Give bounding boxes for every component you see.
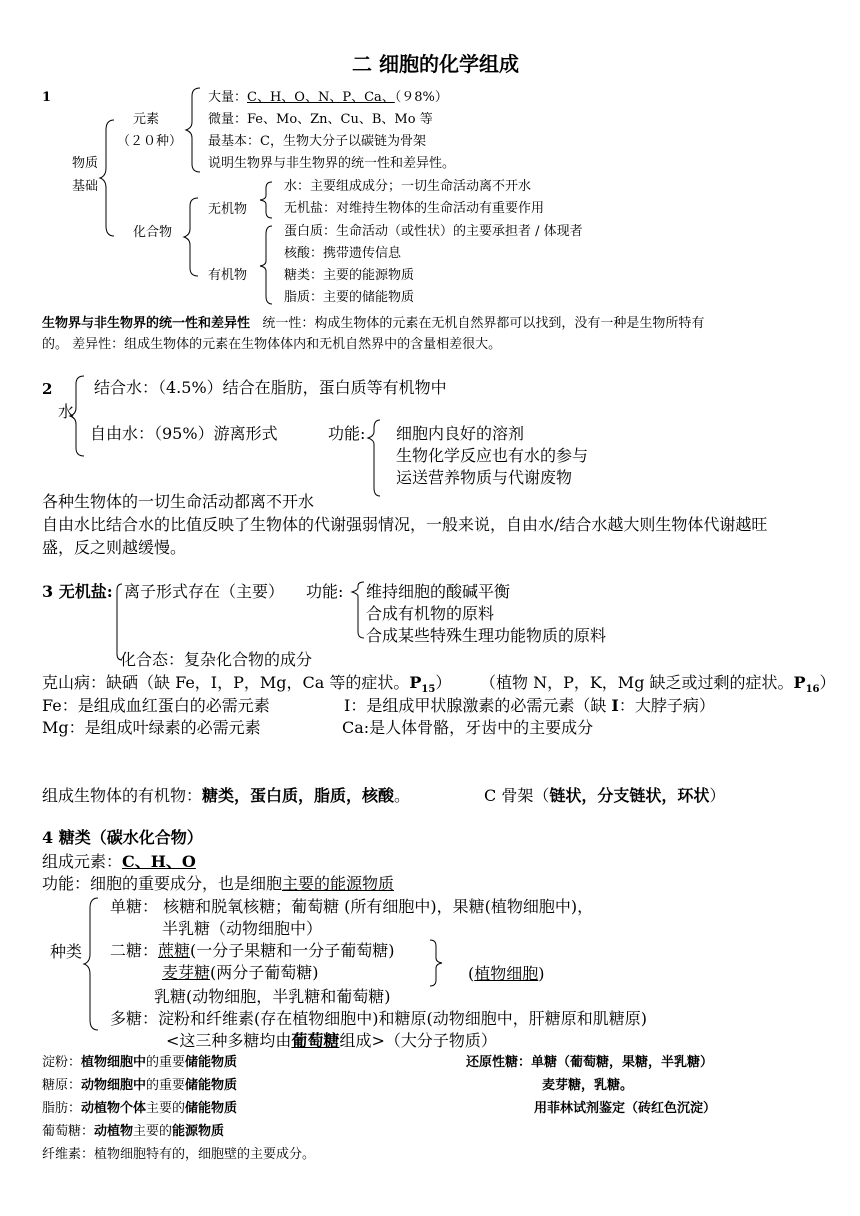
- fe-row: Fe：是组成血红蛋白的必需元素: [42, 696, 270, 715]
- zhifang-mid: 主要的: [146, 1101, 186, 1116]
- dianfen-role: 储能物质: [185, 1055, 238, 1070]
- maiyatang-desc: (两分子葡萄糖): [210, 963, 319, 982]
- tangyuan-role: 储能物质: [185, 1078, 238, 1093]
- shui-note-2: 自由水比结合水的比值反映了生物体的代谢强弱情况，一般来说，自由水/结合水越大则生物体代谢越旺: [42, 515, 768, 534]
- ertang-row-1: [110, 941, 395, 961]
- zhiwu-text: （植物 N，P，K，Mg 缺乏或过剩的症状。: [480, 673, 794, 692]
- danbaizhi-row: 蛋白质：生命活动（或性状）的主要承担者 / 体现者: [284, 224, 583, 239]
- duotang-note-c: 组成>（大分子物质）: [339, 1031, 497, 1050]
- section-1-number: 1: [42, 90, 52, 105]
- tangyuan-mid: 的重要: [146, 1078, 186, 1093]
- maiyatang-name: 麦芽糖: [162, 963, 211, 982]
- duotang-note-a: <这三种多糖均由: [166, 1031, 292, 1050]
- tang-function-emph: 主要的能源物质: [282, 874, 395, 893]
- unity-heading: 生物界与非生物界的统一性和差异性: [42, 316, 251, 331]
- i-disease: ：大脖子病）: [618, 696, 715, 715]
- unity-row: [42, 316, 704, 332]
- tangyuan-where: 动物细胞中: [81, 1078, 147, 1093]
- page-ref-p15: P: [409, 673, 422, 692]
- zhizhi-row: 脂质：主要的储能物质: [284, 290, 415, 305]
- duotang-row: 多糖：淀粉和纤维素(存在植物细胞中)和糖原(动物细胞中，肝糖原和肌糖原): [110, 1009, 647, 1028]
- daliang-percent: （９8%）: [394, 90, 448, 105]
- daliang-row: [208, 90, 448, 106]
- page-ref-p15-sub: 15: [421, 684, 436, 696]
- yuansu-label: 元素: [133, 112, 160, 127]
- zhonglei-label: 种类: [50, 942, 83, 961]
- putaotang-label: 葡萄糖：: [42, 1124, 95, 1139]
- page-ref-p16-sub: 16: [805, 684, 820, 696]
- organic-row: [42, 786, 410, 806]
- zuijiben-row: 最基本：C，生物大分子以碳链为骨架: [208, 134, 426, 149]
- section-2-number: 2: [42, 380, 53, 398]
- keshan-text: 克山病：缺硒（缺 Fe，I，P，Mg，Ca 等的症状。: [42, 673, 410, 692]
- shui-function-3: 运送营养物质与代谢废物: [396, 468, 573, 487]
- putaotang-mid: 主要的: [133, 1124, 173, 1139]
- organic-prefix: 组成生物体的有机物：: [42, 786, 203, 805]
- shui-function-2: 生物化学反应也有水的参与: [396, 446, 589, 465]
- i-row: [344, 696, 715, 716]
- tang-function-text: 功能：细胞的重要成分，也是细胞: [42, 874, 283, 893]
- wujiwu-label: 无机物: [208, 202, 248, 217]
- c-skeleton-prefix: C 骨架（: [484, 786, 550, 805]
- section-3-label: 3 无机盐:: [42, 582, 113, 601]
- ca-row: Ca:是人体骨骼，牙齿中的主要成分: [342, 718, 594, 737]
- tang-function-row: [42, 874, 394, 894]
- section-4-heading: 4 糖类（碳水化合物）: [42, 828, 203, 847]
- youjiwu-label: 有机物: [208, 268, 248, 283]
- dianfen-row: [42, 1055, 237, 1071]
- huahewu-label: 化合物: [133, 225, 173, 240]
- wuzhi-label: 物质: [72, 156, 99, 171]
- shui-note-3: 盛，反之则越缓慢。: [42, 538, 187, 557]
- dianfen-mid: 的重要: [146, 1055, 186, 1070]
- wujiyan-row: 无机盐：对维持生物体的生命活动有重要作用: [284, 201, 545, 216]
- ertang-right-brace: [428, 938, 448, 988]
- weiliang-row: 微量：Fe、Mo、Zn、Cu、B、Mo 等: [208, 112, 433, 127]
- wujiyan-gongneng-brace: [352, 580, 366, 640]
- page-ref-p16: P: [793, 673, 806, 692]
- zhetang-desc: (一分子果糖和一分子葡萄糖): [190, 941, 395, 960]
- ertang-location: (植物细胞): [468, 964, 545, 983]
- zhifang-label: 脂肪：: [42, 1101, 82, 1116]
- daliang-elements: C、H、O、N、P、Ca、: [247, 90, 395, 105]
- zhifang-where: 动植物个体: [81, 1101, 147, 1116]
- unity-text: 统一性：构成生物体的元素在无机自然界都可以找到，没有一种是生物所特有: [262, 316, 705, 331]
- huahetai-row: 化合态：复杂化合物的成分: [120, 650, 313, 669]
- shui-gongneng-label: 功能:: [328, 424, 366, 443]
- ertang-label: 二糖：: [110, 941, 159, 960]
- ziyou-row: 自由水：（95%）游离形式: [90, 424, 278, 443]
- tangyuan-label: 糖原：: [42, 1078, 82, 1093]
- yuansu-brace: [186, 86, 206, 174]
- shui-function-1: 细胞内良好的溶剂: [396, 424, 525, 443]
- jiehe-row: 结合水：（4.5%）结合在脂肪，蛋白质等有机物中: [94, 378, 447, 397]
- jichu-label: 基础: [72, 179, 99, 194]
- zhetang-name: 蔗糖: [158, 941, 191, 960]
- shuoming-row: 说明生物界与非生物界的统一性和差异性。: [208, 156, 456, 171]
- i-text: I：是组成甲状腺激素的必需元素（缺: [344, 696, 612, 715]
- duotang-note-putao: 葡萄糖: [291, 1031, 340, 1050]
- zhonglei-brace: [84, 896, 104, 1032]
- hesuan-row: 核酸：携带遗传信息: [284, 246, 402, 261]
- wujiyan-function-2: 合成有机物的原料: [366, 604, 495, 623]
- tang-elements-label: 组成元素：: [42, 852, 123, 871]
- mg-row: Mg：是组成叶绿素的必需元素: [42, 718, 261, 737]
- putaotang-where: 动植物: [94, 1124, 134, 1139]
- ertang-row-2: [162, 963, 319, 983]
- dantang-row-2: 半乳糖（动物细胞中）: [162, 919, 323, 938]
- organic-list: 糖类，蛋白质，脂质，核酸: [202, 786, 395, 805]
- wujiyan-function-1: 维持细胞的酸碱平衡: [366, 582, 511, 601]
- huanyuan-row: 还原性糖：单糖（葡萄糖，果糖，半乳糖）: [466, 1055, 714, 1070]
- duotang-row-2: [166, 1031, 497, 1051]
- dianfen-label: 淀粉：: [42, 1055, 82, 1070]
- i-element: I: [611, 696, 619, 715]
- feilin-row: 用菲林试剂鉴定（砖红色沉淀）: [534, 1101, 717, 1116]
- keshan-row: [42, 673, 451, 697]
- putaotang-role: 能源物质: [172, 1124, 225, 1139]
- shui-gongneng-brace: [368, 418, 384, 498]
- zhifang-role: 储能物质: [185, 1101, 238, 1116]
- organic-end: 。: [394, 786, 411, 805]
- tang-elements: C、H、O: [122, 852, 196, 871]
- dantang-row: 单糖： 核糖和脱氧核糖；葡萄糖 (所有细胞中)，果糖(植物细胞中)，: [110, 897, 594, 916]
- page-title: 二 细胞的化学组成: [352, 52, 519, 76]
- youjiwu-brace: [260, 224, 276, 306]
- tangyuan-row: [42, 1078, 237, 1094]
- wujiyan-function-3: 合成某些特殊生理功能物质的原料: [366, 626, 607, 645]
- dianfen-where: 植物细胞中: [81, 1055, 147, 1070]
- c-skeleton-row: [484, 786, 725, 806]
- yuansu-count: （２０种）: [117, 134, 183, 149]
- rutang-row: 乳糖(动物细胞，半乳糖和葡萄糖): [154, 987, 391, 1006]
- shui-row: 水：主要组成成分；一切生命活动离不开水: [284, 179, 532, 194]
- lizi-row: 离子形式存在（主要）: [124, 582, 285, 601]
- daliang-label: 大量：: [208, 90, 248, 105]
- zhiwu-xibao: 植物细胞: [474, 964, 539, 983]
- zhiwu-close: ）: [819, 673, 836, 692]
- wujiyan-gongneng-label: 功能:: [306, 582, 344, 601]
- c-skeleton-types: 链状，分支链状，环状: [549, 786, 710, 805]
- xianweisu-row: 纤维素：植物细胞特有的，细胞壁的主要成分。: [42, 1147, 316, 1162]
- unity-text-2: 的。 差异性：组成生物体的元素在生物体体内和无机自然界中的含量相差很大。: [42, 337, 502, 352]
- shui-brace: [70, 374, 90, 458]
- tang-elements-row: [42, 852, 196, 872]
- putaotang-row: [42, 1124, 224, 1140]
- shui-label: 水: [58, 402, 75, 421]
- huahewu-brace: [184, 196, 204, 278]
- shui-note-1: 各种生物体的一切生命活动都离不开水: [42, 492, 315, 511]
- keshan-close: ）: [435, 673, 452, 692]
- wujiwu-brace: [260, 180, 276, 220]
- zhifang-row: [42, 1101, 237, 1117]
- zhiwu-deficiency-row: [480, 673, 836, 697]
- maiya-ru-row: 麦芽糖，乳糖。: [542, 1078, 634, 1093]
- c-skeleton-end: ）: [709, 786, 726, 805]
- tanglei-row: 糖类：主要的能源物质: [284, 268, 415, 283]
